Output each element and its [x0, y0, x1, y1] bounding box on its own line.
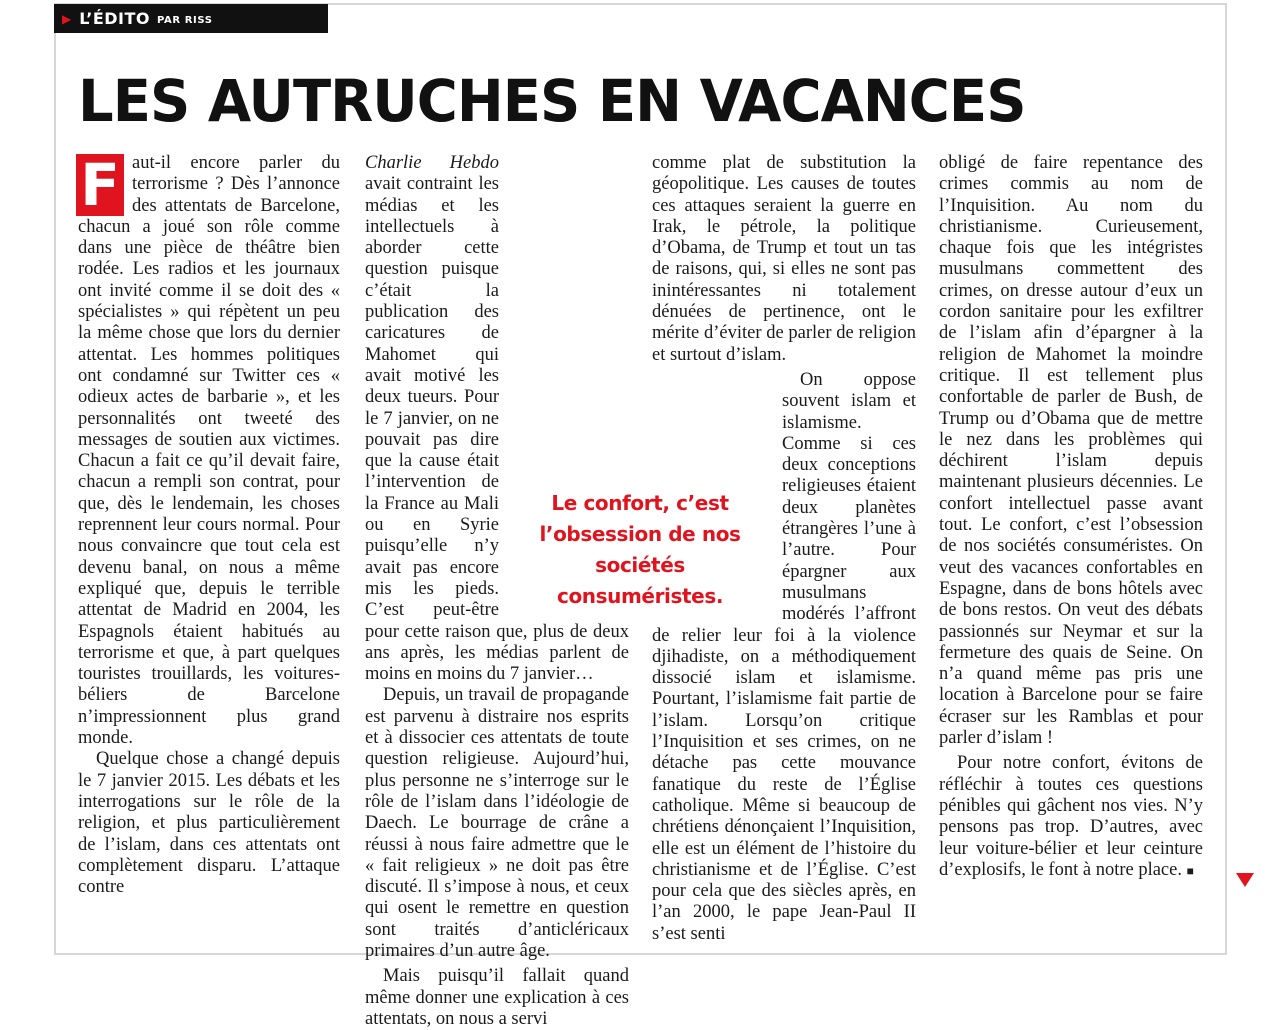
- end-mark: ■: [1186, 863, 1194, 878]
- column-1: [78, 153, 340, 898]
- paragraph-text: aut-il encore parler du terrorisme ? Dès l’annonce des attentats de Barcelone, chacun a joué son rôle comme dans une pièce de théâtre bien rodée. Les radios et les journaux ont invité comme il se doit des « spécialistes » qui répètent un peu la même chose que lors du dernier attentat. Les hommes politiques ont condamné sur Twitter ces « odieux actes de barbarie », et les personnalités ont tweeté des messages de soutien aux victimes. Chacun a fait ce qu’il devait faire, chacun a rempli son contrat, pour que, dès le lendemain, les choses reprennent leur cours normal. Pour nous convaincre que tout cela est devenu banal, on nous a même expliqué que, depuis le terrible attentat de Madrid en 2004, les Espagnols étaient habitués au terrorisme et que, à part quelques touristes trouillards, les voitures-béliers de Barcelone n’impressionnent plus grand monde.: [78, 153, 340, 749]
- rubric-banner: [54, 4, 328, 33]
- paragraph: Depuis, un travail de propagande est parvenu à distraire nos esprits et à dissocier ces attentats de toute question religieuse. Aujourd’hui, plus personne ne s’interroge sur le rôle de l’islam dans l’idéologie de Daech. Le bourrage de crâne a réussi à nous faire admettre que le « fait religieux » ne doit pas être discuté. Il s’impose à nous, et ceux qui osent le remettre en question sont traités d’anticléricaux primaires d’un autre âge.: [365, 685, 629, 961]
- paragraph: [78, 153, 340, 749]
- paragraph: comme plat de substitution la géopolitique. Les causes de toutes ces attaques seraient la guerre en Irak, le pétrole, la politique d’Obama, de Trump et tout un tas de raisons, qui, si elles ne sont pas inintéressantes ni totalement dénuées de pertinence, ont le mérite d’éviter de parler de religion et surtout d’islam.: [652, 153, 916, 365]
- paragraph: [939, 753, 1203, 882]
- column-4: [939, 153, 1203, 882]
- paragraph-text: Pour notre confort, évitons de réfléchir à toutes ces questions pénibles qui gâchent nos vies. N’y pensons pas trop. D’autres, avec leur voiture-bélier et leur ceinture d’explosifs, le font à notre place.: [939, 753, 1203, 880]
- triangle-down-icon: [1236, 873, 1254, 887]
- paragraph-text: On oppose souvent islam et islamisme. Comme si ces deux conceptions religieuses étaient deux planètes étrangères l’une à l’autre. Pour épargner aux musulmans modérés l’affront de relier leur foi à la violence djihadiste, on a méthodiquement dissocié islam et islamisme. Pourtant, l’islamisme fait partie de l’islam. Lorsqu’on critique l’Inquisition et ses crimes, on ne détache pas cette mouvance fanatique du reste de l’Église catholique. Même si beaucoup de chrétiens dénonçaient l’Inquisition, elle est un élément de l’histoire du christianisme et de l’Église. C’est pour cela que des siècles après, en l’an 2000, le pape Jean-Paul II s’est senti: [652, 369, 916, 944]
- paragraph: Quelque chose a changé depuis le 7 janvier 2015. Les débats et les interrogations sur le rôle de la religion, et plus particulièrement de l’islam, dans ces attentats ont complètement disparu. L’attaque contre: [78, 749, 340, 898]
- triangle-right-icon: ▶: [62, 11, 72, 26]
- paragraph-text: avait contraint les médias et les intellectuels à aborder cette question puisque c’était la publication des caricatures de Mahomet qui avait motivé les deux tueurs. Pour le 7 janvier, on ne pouvait pas dire que la cause était l’intervention de la France au Mali ou en Syrie puisqu’elle n’y avait pas encore mis les pieds. C’est peut-être pour cette raison que, plus de deux ans après, les médias parlent de moins en moins du 7 janvier…: [365, 174, 629, 685]
- drop-cap: F: [76, 154, 124, 216]
- headline: LES AUTRUCHES EN VACANCES: [78, 67, 1026, 135]
- paragraph: [652, 370, 916, 945]
- rubric-section: L’ÉDITO: [79, 9, 151, 28]
- pull-quote: Le confort, c’est l’obsession de nos sociétés consuméristes.: [539, 491, 741, 608]
- paragraph: obligé de faire repentance des crimes commis au nom de l’Inquisition. Au nom du christianisme. Curieusement, chaque fois que les intégristes musulmans commettent des crimes, on dresse autour d’eux un cordon sanitaire pour les exfiltrer de l’islam afin d’épargner à la religion de Mahomet la moindre critique. Il est tellement plus confortable de parler de Bush, de Trump ou d’Obama que de mettre le nez dans les problèmes qui déchirent l’islam depuis maintenant plusieurs décennies. Le confort intellectuel passe avant tout. Le confort, c’est l’obsession de nos sociétés consuméristes. On veut des vacances confortables en Espagne, dans de bons hôtels avec de bons restos. On veut des débats passionnés sur Neymar et sur la fermeture des quais de Seine. On n’a quand même pas pris une location à Barcelone pour se faire écraser sur les Ramblas et pour parler d’islam !: [939, 153, 1203, 749]
- rubric-byline: PAR RISS: [157, 14, 213, 26]
- publication-name: Charlie Hebdo: [365, 153, 499, 173]
- paragraph: Mais puisqu’il fallait quand même donner une explication à ces attentats, on nous a servi: [365, 966, 629, 1029]
